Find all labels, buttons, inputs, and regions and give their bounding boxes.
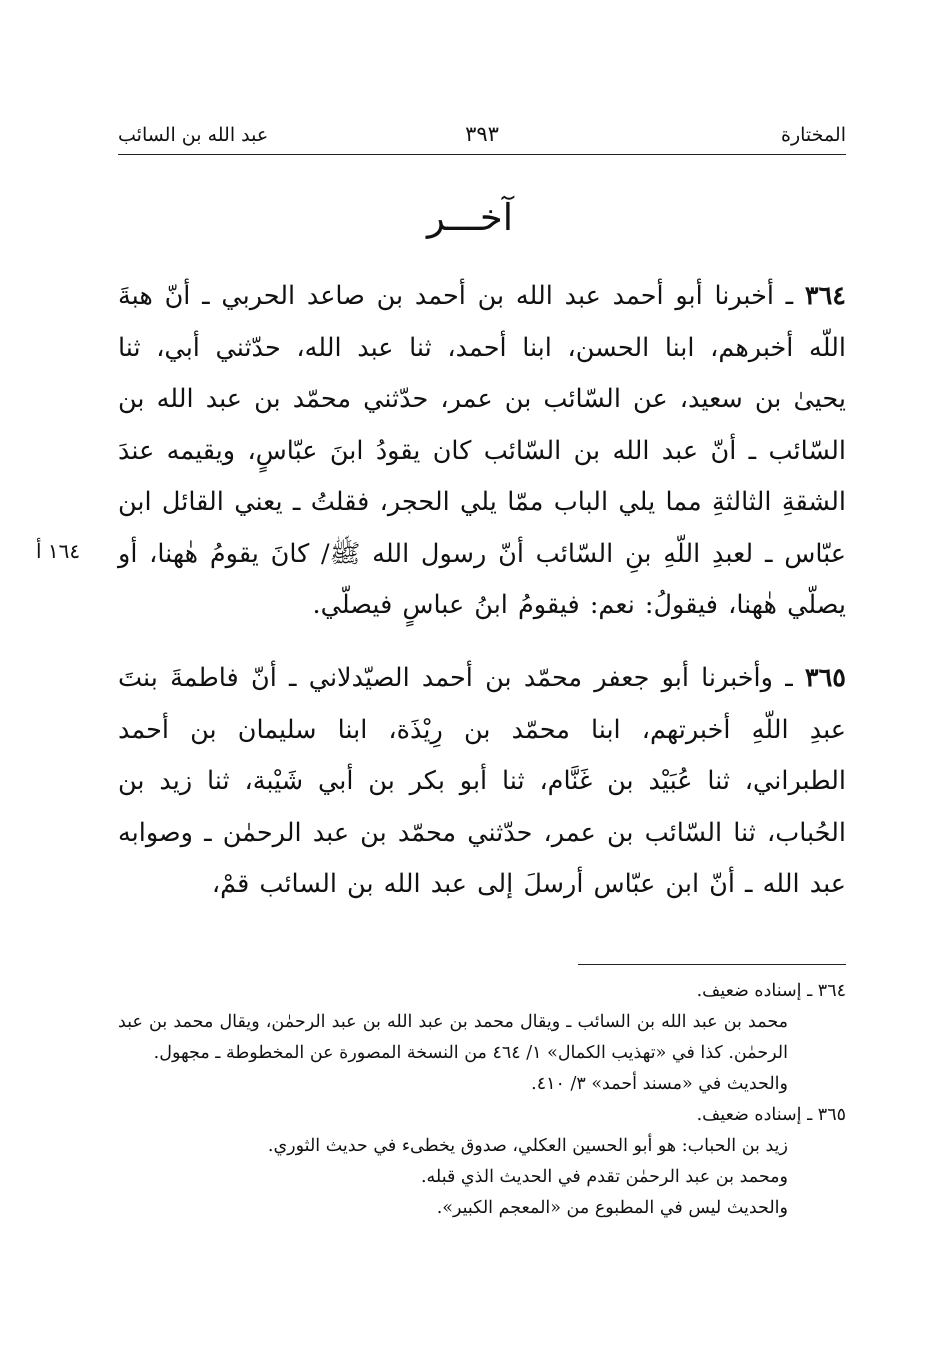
header-divider (118, 154, 846, 155)
manuscript-folio-note: ١٦٤ أ (36, 539, 81, 563)
hadith-paragraph (118, 653, 846, 911)
hadith-number: ٣٦٤ (804, 281, 846, 311)
footnote-heading: ٣٦٤ ـ إسناده ضعيف. (696, 981, 846, 1001)
section-title: آخـــر (426, 196, 514, 239)
footnote-line: والحديث ليس في المطبوع من «المعجم الكبير». (436, 1198, 788, 1218)
footnote-body (118, 1007, 846, 1100)
hadith-number: ٣٦٥ (804, 663, 846, 693)
chapter-title: عبد الله بن السائب (118, 124, 269, 146)
running-header (118, 124, 846, 154)
footnote-line: ومحمد بن عبد الرحمٰن تقدم في الحديث الذي قبله. (420, 1167, 788, 1187)
footnote-body (118, 1131, 846, 1224)
hadith-text: ـ أخبرنا أبو أحمد عبد الله بن أحمد بن صاعد الحربي ـ أنّ هبةَ اللّه أخبرهم، ابنا الحسن، ابنا أحمد، ثنا عبد الله، حدّثني أبي، ثنا يحيىٰ بن سعيد، عن السّائب بن عمر، حدّثني محمّد بن عبد الله بن السّائب ـ أنّ عبد الله بن السّائب كان يقودُ ابنَ عبّاسٍ، ويقيمه عندَ الشقةِ الثالثةِ مما يلي الباب ممّا يلي الحجر، فقلتُ ـ يعني القائل ابن عبّاس ـ لعبدِ اللّهِ بنِ السّائب أنّ رسول الله ﷺ/ كانَ يقومُ هٰهنا، أو يصلّي هٰهنا، فيقولُ: نعم: فيقومُ ابنُ عباسٍ فيصلّي. (118, 281, 846, 620)
hadith-text: ـ وأخبرنا أبو جعفر محمّد بن أحمد الصيّدلاني ـ أنّ فاطمةَ بنتَ عبدِ اللّهِ أخبرتهم، ابنا محمّد بن رِيْذَة، ابنا سليمان بن أحمد الطبراني، ثنا عُبَيْد بن غَنَّام، ثنا أبو بكر بن أبي شَيْبة، ثنا زيد بن الحُباب، ثنا السّائب بن عمر، حدّثني محمّد بن عبد الرحمٰن ـ وصوابه عبد الله ـ أنّ ابن عبّاس أرسلَ إلى عبد الله بن السائب قمْ، (118, 663, 846, 899)
footnote-heading: ٣٦٥ ـ إسناده ضعيف. (696, 1105, 846, 1125)
footnote-line: والحديث في «مسند أحمد» ٣/ ٤١٠. (531, 1074, 788, 1094)
footnote-line: محمد بن عبد الله بن السائب ـ ويقال محمد بن عبد الله بن عبد الرحمٰن، ويقال محمد بن عبد الرحمٰن. كذا في «تهذيب الكمال» ١/ ٤٦٤ من النسخة المصورة عن المخطوطة ـ مجهول. (118, 1012, 788, 1063)
page-number: ٣٩٣ (465, 122, 499, 146)
footnote-line: زيد بن الحباب: هو أبو الحسين العكلي، صدوق يخطىء في حديث الثوري. (267, 1136, 788, 1156)
footnote-divider (578, 964, 846, 965)
footnotes (118, 976, 846, 1224)
hadith-paragraph (118, 271, 846, 632)
book-title: المختارة (781, 124, 846, 146)
